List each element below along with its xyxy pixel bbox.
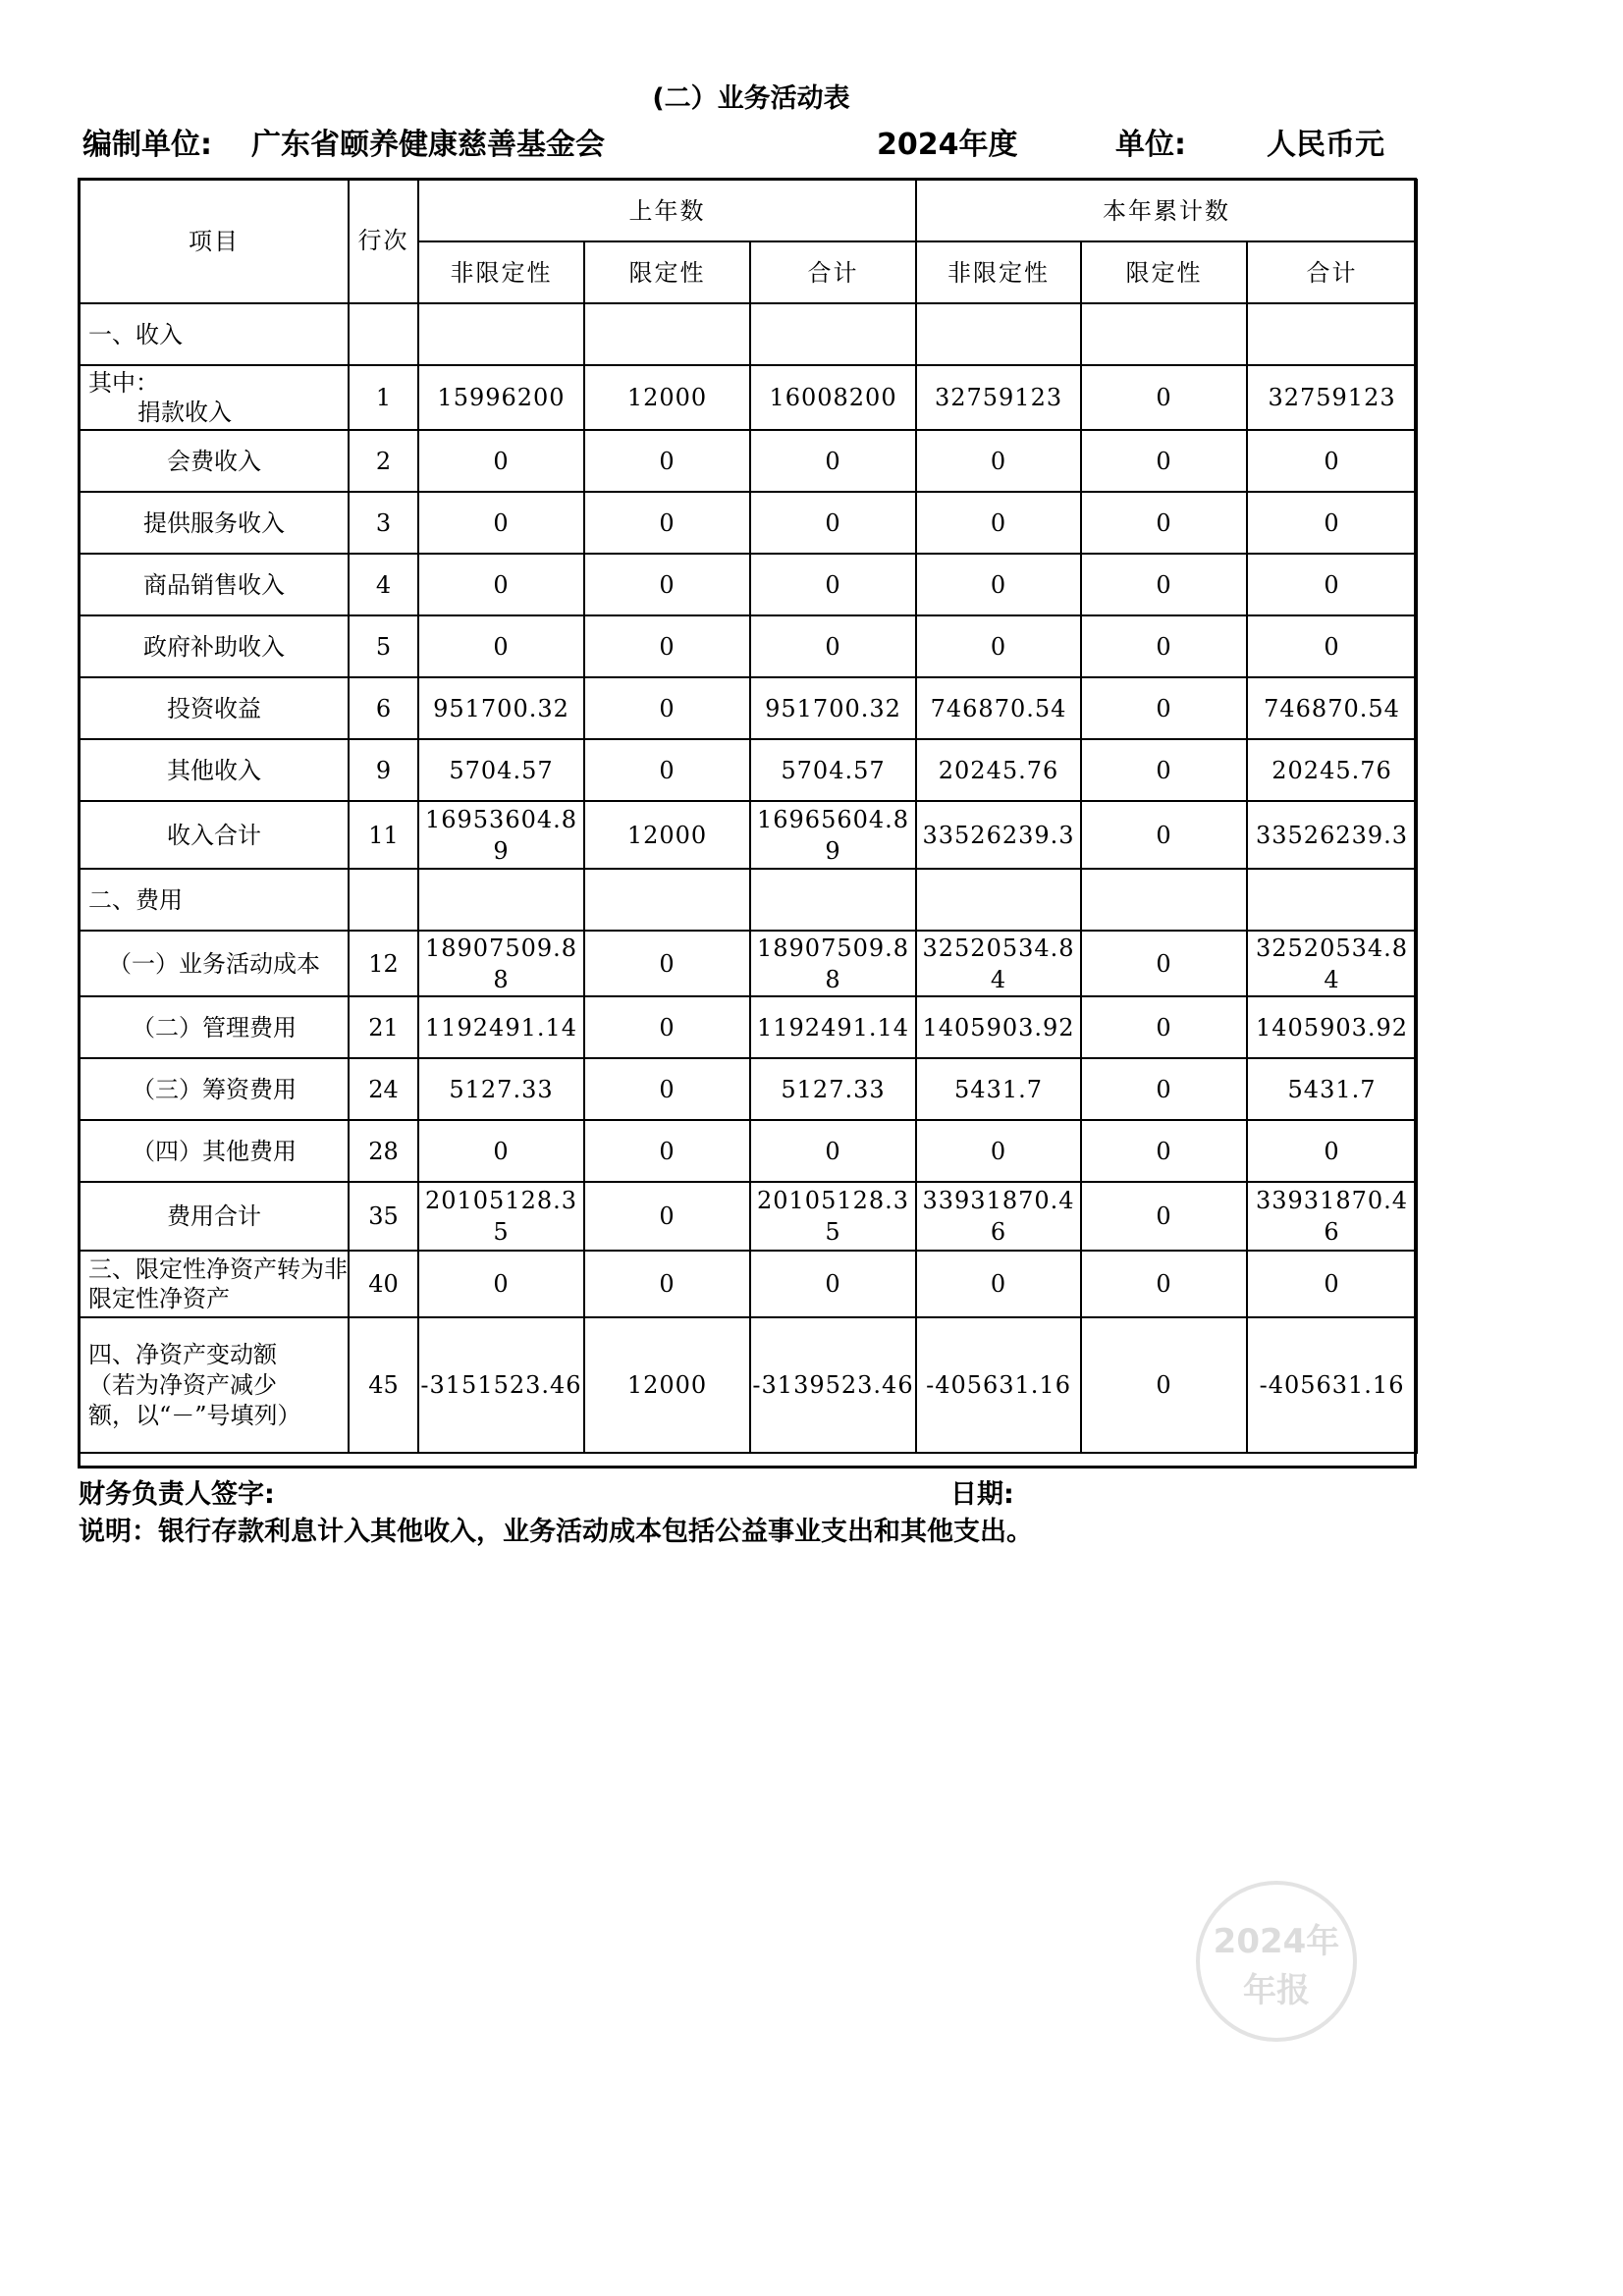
org-name: 广东省颐养健康慈善基金会 <box>251 128 605 162</box>
table-row <box>80 739 1417 801</box>
col-head-curr-total: 合计 <box>1247 241 1417 303</box>
cell-prev-restricted: 0 <box>584 492 750 554</box>
cell-curr-restricted: 0 <box>1081 996 1247 1058</box>
section-row-expense <box>80 869 1417 931</box>
cell-prev-restricted: 0 <box>584 1058 750 1120</box>
table-row <box>80 1058 1417 1120</box>
cell-curr-unrestricted: 5431.7 <box>916 1058 1081 1120</box>
row-line: 45 <box>349 1317 418 1453</box>
row-item: （三）筹资费用 <box>80 1058 349 1120</box>
unit-label: 单位: <box>1115 128 1186 162</box>
cell-curr-unrestricted: 746870.54 <box>916 677 1081 739</box>
cell-curr-restricted: 0 <box>1081 615 1247 677</box>
cell-curr-total: -405631.16 <box>1247 1317 1417 1453</box>
col-head-curr-unrestricted: 非限定性 <box>916 241 1081 303</box>
col-head-item: 项目 <box>80 180 349 303</box>
cell-curr-total: 0 <box>1247 615 1417 677</box>
cell-prev-unrestricted: 0 <box>418 1120 584 1182</box>
cell-curr-restricted: 0 <box>1081 1317 1247 1453</box>
cell-prev-restricted: 12000 <box>584 365 750 430</box>
col-head-curr-year: 本年累计数 <box>916 180 1417 241</box>
cell-prev-unrestricted: 0 <box>418 554 584 615</box>
cell-curr-total: 32759123 <box>1247 365 1417 430</box>
cell-prev-total: 0 <box>750 1251 916 1317</box>
cell-prev-unrestricted: 5127.33 <box>418 1058 584 1120</box>
table-row <box>80 1120 1417 1182</box>
cell-curr-unrestricted: 32520534.84 <box>916 931 1081 996</box>
cell-prev-unrestricted: 951700.32 <box>418 677 584 739</box>
cell-curr-restricted: 0 <box>1081 1120 1247 1182</box>
row-line: 9 <box>349 739 418 801</box>
cell-curr-total: 0 <box>1247 430 1417 492</box>
cell-prev-restricted: 0 <box>584 677 750 739</box>
cell-prev-total: 0 <box>750 492 916 554</box>
row-item: 提供服务收入 <box>80 492 349 554</box>
row-line: 6 <box>349 677 418 739</box>
cell-prev-unrestricted: 20105128.35 <box>418 1182 584 1251</box>
row-item: （一）业务活动成本 <box>80 931 349 996</box>
cell-curr-unrestricted: 33526239.3 <box>916 801 1081 869</box>
cell-curr-restricted: 0 <box>1081 739 1247 801</box>
cell-curr-restricted: 0 <box>1081 554 1247 615</box>
table-row <box>80 931 1417 996</box>
cell-prev-total: 0 <box>750 554 916 615</box>
row-item: （二）管理费用 <box>80 996 349 1058</box>
row-line: 28 <box>349 1120 418 1182</box>
cell-prev-total: 951700.32 <box>750 677 916 739</box>
cell-prev-total: 0 <box>750 1120 916 1182</box>
cell-curr-restricted: 0 <box>1081 365 1247 430</box>
row-item-prefix: 其中： <box>88 369 159 397</box>
section-label-expense: 二、费用 <box>80 869 349 931</box>
section-label-income: 一、收入 <box>80 303 349 365</box>
finance-signer-label: 财务负责人签字: <box>79 1479 275 1510</box>
report-year: 2024年度 <box>877 128 1018 162</box>
table-row <box>80 365 1417 430</box>
cell-prev-total: 5127.33 <box>750 1058 916 1120</box>
table-row <box>80 492 1417 554</box>
col-head-prev-unrestricted: 非限定性 <box>418 241 584 303</box>
row-line: 2 <box>349 430 418 492</box>
cell-prev-total: 16965604.89 <box>750 801 916 869</box>
row-line: 40 <box>349 1251 418 1317</box>
col-head-curr-restricted: 限定性 <box>1081 241 1247 303</box>
col-head-prev-restricted: 限定性 <box>584 241 750 303</box>
cell-curr-unrestricted: 0 <box>916 430 1081 492</box>
cell-curr-total: 1405903.92 <box>1247 996 1417 1058</box>
cell-curr-unrestricted: 33931870.46 <box>916 1182 1081 1251</box>
cell-prev-unrestricted: 0 <box>418 430 584 492</box>
row-line: 4 <box>349 554 418 615</box>
cell-curr-restricted: 0 <box>1081 677 1247 739</box>
table-row <box>80 430 1417 492</box>
stamp-line-1: 2024年 <box>1213 1922 1340 1961</box>
cell-curr-total: 33931870.46 <box>1247 1182 1417 1251</box>
stamp-line-2: 年报 <box>1243 1971 1310 2010</box>
cell-curr-unrestricted: 1405903.92 <box>916 996 1081 1058</box>
business-activity-table <box>79 179 1418 1454</box>
cell-prev-restricted: 0 <box>584 931 750 996</box>
cell-curr-restricted: 0 <box>1081 492 1247 554</box>
cell-prev-total: 1192491.14 <box>750 996 916 1058</box>
row-line: 3 <box>349 492 418 554</box>
cell-prev-total: 0 <box>750 615 916 677</box>
cell-prev-restricted: 0 <box>584 1182 750 1251</box>
cell-prev-total: 16008200 <box>750 365 916 430</box>
document-title: (二）业务活动表 <box>652 83 850 114</box>
row-line: 21 <box>349 996 418 1058</box>
cell-curr-total: 32520534.84 <box>1247 931 1417 996</box>
cell-prev-unrestricted: -3151523.46 <box>418 1317 584 1453</box>
currency-unit: 人民币元 <box>1267 128 1384 162</box>
row-item <box>80 365 349 430</box>
cell-curr-total: 5431.7 <box>1247 1058 1417 1120</box>
table-row <box>80 1251 1417 1317</box>
cell-prev-restricted: 12000 <box>584 801 750 869</box>
cell-curr-total: 0 <box>1247 554 1417 615</box>
org-label: 编制单位: <box>82 128 212 162</box>
cell-curr-restricted: 0 <box>1081 1058 1247 1120</box>
annual-report-stamp <box>1196 1881 1357 2042</box>
col-head-line: 行次 <box>349 180 418 303</box>
cell-curr-total: 0 <box>1247 1251 1417 1317</box>
date-label: 日期: <box>950 1479 1014 1510</box>
cell-curr-restricted: 0 <box>1081 1251 1247 1317</box>
table-row <box>80 1182 1417 1251</box>
cell-prev-restricted: 0 <box>584 554 750 615</box>
row-line: 12 <box>349 931 418 996</box>
cell-prev-restricted: 0 <box>584 1251 750 1317</box>
row-item: 商品销售收入 <box>80 554 349 615</box>
cell-prev-unrestricted: 15996200 <box>418 365 584 430</box>
row-item: 投资收益 <box>80 677 349 739</box>
row-line: 5 <box>349 615 418 677</box>
cell-curr-total: 33526239.3 <box>1247 801 1417 869</box>
row-item-label: 捐款收入 <box>137 399 232 426</box>
cell-prev-total: 0 <box>750 430 916 492</box>
cell-prev-unrestricted: 5704.57 <box>418 739 584 801</box>
footer-note: 说明：银行存款利息计入其他收入，业务活动成本包括公益事业支出和其他支出。 <box>79 1517 1033 1547</box>
cell-prev-restricted: 0 <box>584 996 750 1058</box>
cell-curr-total: 0 <box>1247 492 1417 554</box>
cell-prev-unrestricted: 18907509.88 <box>418 931 584 996</box>
cell-prev-unrestricted: 16953604.89 <box>418 801 584 869</box>
cell-prev-total: -3139523.46 <box>750 1317 916 1453</box>
cell-curr-unrestricted: 32759123 <box>916 365 1081 430</box>
cell-curr-restricted: 0 <box>1081 801 1247 869</box>
row-item: 会费收入 <box>80 430 349 492</box>
cell-curr-unrestricted: 0 <box>916 1251 1081 1317</box>
row-item: （四）其他费用 <box>80 1120 349 1182</box>
table-row <box>80 996 1417 1058</box>
row-item: 四、净资产变动额（若为净资产减少额，以“－”号填列） <box>80 1317 349 1453</box>
row-item: 收入合计 <box>80 801 349 869</box>
cell-prev-unrestricted: 0 <box>418 1251 584 1317</box>
table-row <box>80 615 1417 677</box>
cell-curr-restricted: 0 <box>1081 430 1247 492</box>
cell-prev-restricted: 0 <box>584 739 750 801</box>
cell-curr-unrestricted: 0 <box>916 554 1081 615</box>
table-row <box>80 677 1417 739</box>
cell-curr-restricted: 0 <box>1081 931 1247 996</box>
row-line: 1 <box>349 365 418 430</box>
table-row <box>80 801 1417 869</box>
row-item: 其他收入 <box>80 739 349 801</box>
cell-prev-total: 20105128.35 <box>750 1182 916 1251</box>
cell-prev-restricted: 0 <box>584 430 750 492</box>
cell-curr-restricted: 0 <box>1081 1182 1247 1251</box>
row-item: 三、限定性净资产转为非限定性净资产 <box>80 1251 349 1317</box>
row-item: 政府补助收入 <box>80 615 349 677</box>
row-item: 费用合计 <box>80 1182 349 1251</box>
table-row <box>80 554 1417 615</box>
col-head-prev-year: 上年数 <box>418 180 916 241</box>
row-line: 11 <box>349 801 418 869</box>
row-line: 35 <box>349 1182 418 1251</box>
cell-prev-unrestricted: 1192491.14 <box>418 996 584 1058</box>
cell-curr-unrestricted: -405631.16 <box>916 1317 1081 1453</box>
cell-prev-restricted: 0 <box>584 615 750 677</box>
cell-prev-restricted: 0 <box>584 1120 750 1182</box>
table-row <box>80 1317 1417 1453</box>
cell-curr-unrestricted: 0 <box>916 1120 1081 1182</box>
cell-prev-unrestricted: 0 <box>418 615 584 677</box>
row-line: 24 <box>349 1058 418 1120</box>
cell-curr-total: 0 <box>1247 1120 1417 1182</box>
col-head-prev-total: 合计 <box>750 241 916 303</box>
cell-curr-unrestricted: 20245.76 <box>916 739 1081 801</box>
cell-curr-total: 746870.54 <box>1247 677 1417 739</box>
cell-curr-total: 20245.76 <box>1247 739 1417 801</box>
cell-curr-unrestricted: 0 <box>916 492 1081 554</box>
cell-prev-restricted: 12000 <box>584 1317 750 1453</box>
cell-prev-unrestricted: 0 <box>418 492 584 554</box>
cell-prev-total: 18907509.88 <box>750 931 916 996</box>
cell-prev-total: 5704.57 <box>750 739 916 801</box>
section-row-income <box>80 303 1417 365</box>
cell-curr-unrestricted: 0 <box>916 615 1081 677</box>
